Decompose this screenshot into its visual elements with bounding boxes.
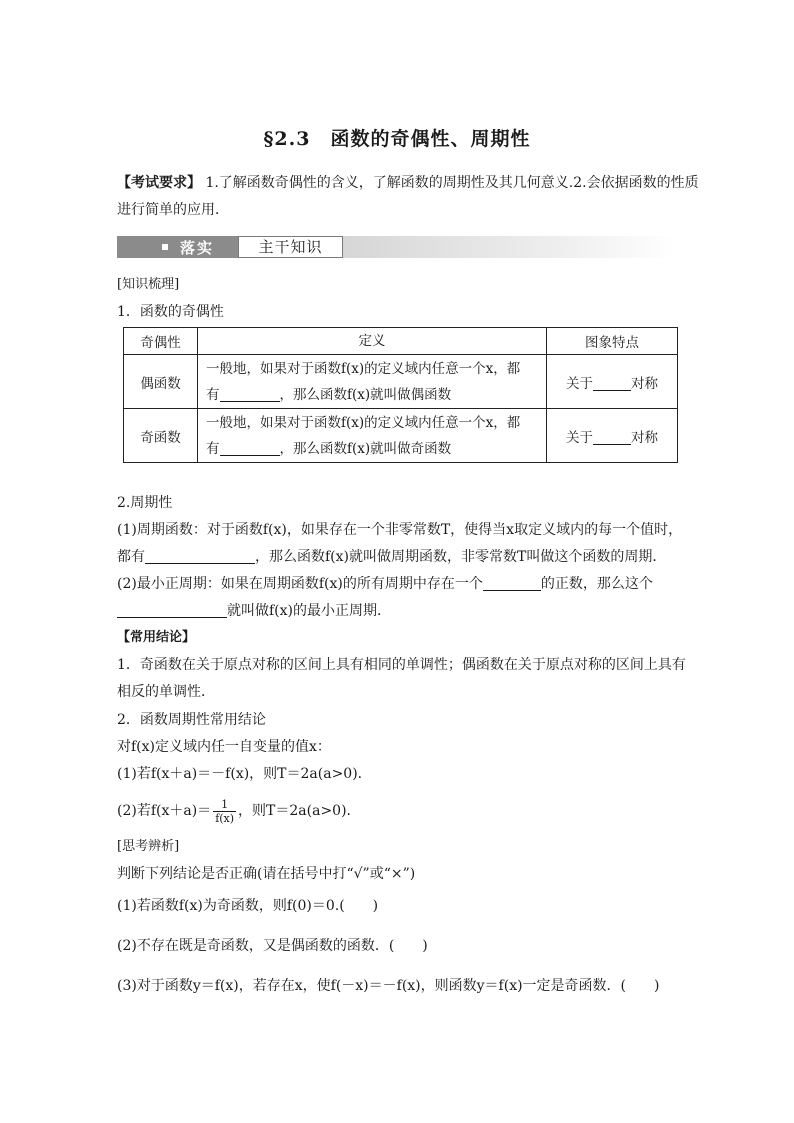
conclusion-1-line-1: 1．奇函数在关于原点对称的区间上具有相同的单调性；偶函数在关于原点对称的区间上具有 bbox=[117, 657, 686, 673]
parity-table bbox=[123, 327, 678, 463]
definition-prefix: 有 bbox=[206, 386, 220, 403]
definition-line-2 bbox=[206, 436, 546, 462]
think-question-1: (1)若函数f(x)为奇函数，则f(0)＝0.( ) bbox=[117, 898, 379, 914]
definition-suffix: ，那么函数f(x)就叫做奇函数 bbox=[279, 440, 452, 457]
row-definition bbox=[198, 355, 547, 409]
period-p2-prefix: (2)最小正周期：如果在周期函数f(x)的所有周期中存在一个 bbox=[117, 576, 483, 592]
conclusion-2-title: 2．函数周期性常用结论 bbox=[117, 712, 266, 728]
table-header-row bbox=[124, 328, 678, 355]
row-feature bbox=[547, 355, 678, 409]
think-question-2: (2)不存在既是奇函数，又是偶函数的函数．( ) bbox=[117, 938, 428, 954]
feature-suffix: 对称 bbox=[631, 429, 658, 446]
definition-line-1: 一般地，如果对于函数f(x)的定义域内任意一个x，都 bbox=[206, 414, 521, 431]
requirements-text-1: 1.了解函数奇偶性的含义，了解函数的周期性及其几何意义.2.会依据函数的性质 bbox=[205, 175, 699, 191]
think-intro: 判断下列结论是否正确(请在括号中打“√”或“×”) bbox=[117, 866, 416, 882]
conclusion-2-item-1: (1)若f(x＋a)＝－f(x)，则T＝2a(a>0)． bbox=[117, 766, 372, 782]
fraction bbox=[213, 798, 236, 825]
section-1-title: 1．函数的奇偶性 bbox=[117, 304, 224, 320]
page-title: §2.3 函数的奇偶性、周期性 bbox=[263, 128, 531, 150]
table-row bbox=[124, 409, 678, 463]
think-question-3: (3)对于函数y＝f(x)，若存在x，使f(－x)＝－f(x)，则函数y＝f(x)一定是奇函数．( ) bbox=[117, 978, 660, 994]
knowledge-label: [知识梳理] bbox=[117, 277, 180, 292]
banner-left-text: 落实 bbox=[180, 239, 215, 257]
item-2-prefix: (2)若f(x＋a)＝ bbox=[117, 803, 212, 819]
period-p2-line-2 bbox=[117, 602, 391, 620]
period-p1-line-2 bbox=[117, 548, 666, 566]
conclusion-2-intro: 对f(x)定义域内任一自变量的值x： bbox=[117, 739, 331, 755]
feature-suffix: 对称 bbox=[631, 375, 658, 392]
table-row bbox=[124, 355, 678, 409]
fill-blank bbox=[220, 387, 280, 402]
square-bullet-icon bbox=[162, 244, 168, 250]
row-name: 偶函数 bbox=[124, 355, 198, 409]
definition-prefix: 有 bbox=[206, 440, 220, 457]
fill-blank bbox=[117, 603, 227, 618]
requirements-line-1 bbox=[117, 174, 699, 192]
fraction-numerator: 1 bbox=[213, 798, 236, 812]
definition-line-1: 一般地，如果对于函数f(x)的定义域内任意一个x，都 bbox=[206, 360, 521, 377]
period-p2-end: 就叫做f(x)的最小正周期． bbox=[227, 603, 392, 619]
section-2-title: 2.周期性 bbox=[117, 495, 173, 511]
feature-prefix: 关于 bbox=[566, 429, 593, 446]
table-header-cell: 图象特点 bbox=[547, 328, 678, 355]
row-name: 奇函数 bbox=[124, 409, 198, 463]
definition-suffix: ，那么函数f(x)就叫做偶函数 bbox=[279, 386, 452, 403]
table-header-cell: 奇偶性 bbox=[124, 328, 198, 355]
fill-blank bbox=[593, 430, 631, 445]
banner-dark-block bbox=[117, 236, 238, 258]
section-banner bbox=[117, 236, 676, 258]
common-conclusions-label: 【常用结论】 bbox=[117, 630, 196, 645]
requirements-line-2: 进行简单的应用． bbox=[117, 202, 229, 218]
period-p1-suffix: ，那么函数f(x)就叫做周期函数，非零常数T叫做这个函数的周期． bbox=[255, 549, 667, 565]
row-feature bbox=[547, 409, 678, 463]
fill-blank bbox=[593, 376, 631, 391]
banner-right-text: 主干知识 bbox=[238, 236, 343, 258]
table-header-cell: 定义 bbox=[198, 328, 547, 355]
conclusion-2-item-2 bbox=[117, 796, 361, 826]
fill-blank bbox=[220, 441, 280, 456]
period-p1-line-1: (1)周期函数：对于函数f(x)，如果存在一个非零常数T，使得当x取定义域内的每一个值时， bbox=[117, 522, 683, 538]
fill-blank bbox=[483, 576, 541, 591]
think-label: [思考辨析] bbox=[117, 839, 180, 854]
fill-blank bbox=[145, 549, 255, 564]
requirements-label: 【考试要求】 bbox=[117, 175, 201, 191]
feature-prefix: 关于 bbox=[566, 375, 593, 392]
row-definition bbox=[198, 409, 547, 463]
period-p2-line-1 bbox=[117, 575, 653, 593]
item-2-suffix: ，则T＝2a(a>0)． bbox=[238, 803, 361, 819]
definition-line-2 bbox=[206, 382, 546, 408]
fraction-denominator: f(x) bbox=[215, 811, 235, 825]
conclusion-1-line-2: 相反的单调性． bbox=[117, 684, 215, 700]
period-p1-prefix: 都有 bbox=[117, 549, 145, 565]
period-p2-suffix: 的正数，那么这个 bbox=[540, 576, 653, 592]
